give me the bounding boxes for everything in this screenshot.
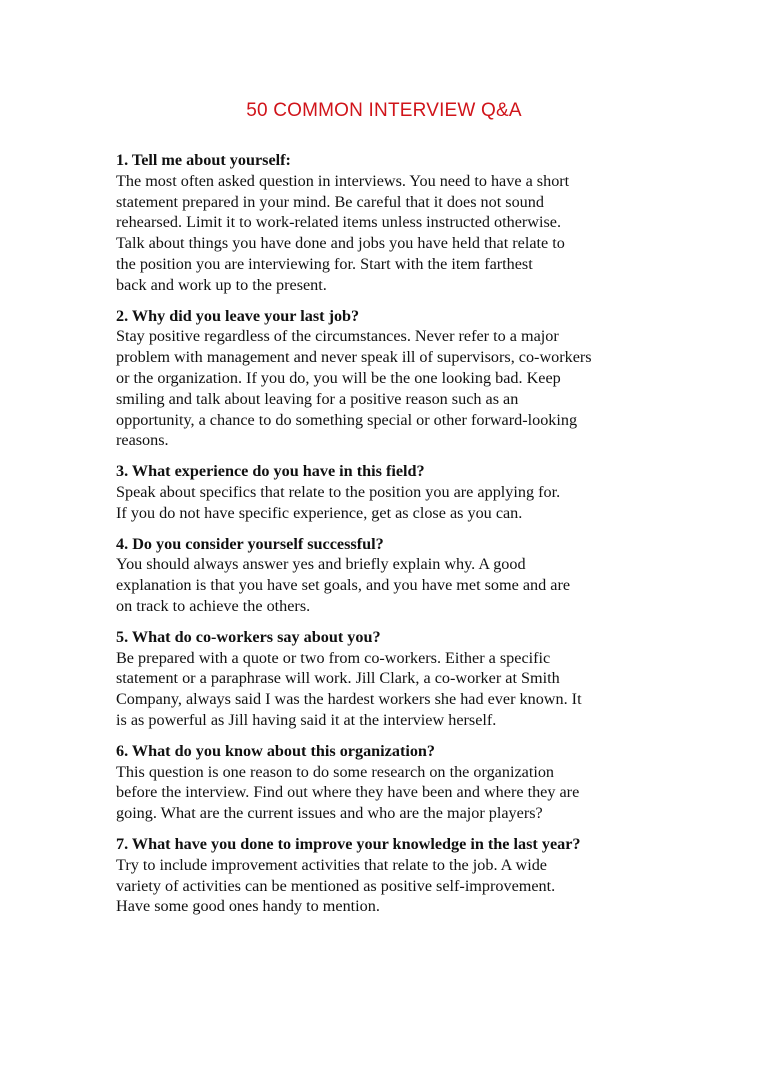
answer-line: You should always answer yes and briefly explain why. A good <box>116 555 526 574</box>
answer-line: back and work up to the present. <box>116 275 327 294</box>
answer-line: is as powerful as Jill having said it at the interview herself. <box>116 710 497 729</box>
answer-line: Company, always said I was the hardest workers she had ever known. It <box>116 690 582 709</box>
answer-line: before the interview. Find out where they have been and where they are <box>116 783 580 802</box>
answer-line: problem with management and never speak ill of supervisors, co-workers <box>116 348 592 367</box>
question-heading: 3. What experience do you have in this field? <box>116 462 425 481</box>
qa-list <box>116 150 676 927</box>
answer-line: going. What are the current issues and who are the major players? <box>116 804 543 823</box>
answer-line: If you do not have specific experience, get as close as you can. <box>116 503 523 522</box>
qa-item-4 <box>116 534 676 617</box>
qa-item-1 <box>116 150 676 296</box>
answer-line: Stay positive regardless of the circumstances. Never refer to a major <box>116 327 559 346</box>
answer-line: Have some good ones handy to mention. <box>116 897 380 916</box>
question-heading: 1. Tell me about yourself: <box>116 151 291 169</box>
answer-line: smiling and talk about leaving for a positive reason such as an <box>116 389 519 408</box>
question-heading: 4. Do you consider yourself successful? <box>116 534 384 553</box>
answer-line: This question is one reason to do some research on the organization <box>116 762 555 781</box>
answer-line: the position you are interviewing for. Start with the item farthest <box>116 254 533 273</box>
answer-line: variety of activities can be mentioned as positive self-improvement. <box>116 876 556 895</box>
question-heading: 5. What do co-workers say about you? <box>116 627 381 646</box>
answer-line: explanation is that you have set goals, and you have met some and are <box>116 576 571 595</box>
answer-line: Talk about things you have done and jobs you have held that relate to <box>116 234 565 253</box>
answer-line: rehearsed. Limit it to work-related items unless instructed otherwise. <box>116 213 562 232</box>
qa-item-5 <box>116 627 676 731</box>
answer-line: Be prepared with a quote or two from co-workers. Either a specific <box>116 648 551 667</box>
qa-item-2 <box>116 306 676 452</box>
answer-line: Try to include improvement activities that relate to the job. A wide <box>116 855 547 874</box>
answer-line: Speak about specifics that relate to the position you are applying for. <box>116 482 561 501</box>
answer-line: reasons. <box>116 431 169 450</box>
question-heading: 2. Why did you leave your last job? <box>116 306 360 325</box>
question-heading: 6. What do you know about this organization? <box>116 741 436 760</box>
qa-item-7 <box>116 834 676 917</box>
answer-line: The most often asked question in interviews. You need to have a short <box>116 171 570 190</box>
answer-line: or the organization. If you do, you will be the one looking bad. Keep <box>116 368 561 387</box>
qa-item-3 <box>116 461 676 523</box>
answer-line: statement or a paraphrase will work. Jill Clark, a co-worker at Smith <box>116 669 560 688</box>
answer-line: opportunity, a chance to do something special or other forward-looking <box>116 410 578 429</box>
answer-line: on track to achieve the others. <box>116 596 311 615</box>
page-title: 50 COMMON INTERVIEW Q&A <box>246 100 522 121</box>
question-heading: 7. What have you done to improve your knowledge in the last year? <box>116 834 581 853</box>
qa-item-6 <box>116 741 676 824</box>
answer-line: statement prepared in your mind. Be careful that it does not sound <box>116 192 544 211</box>
